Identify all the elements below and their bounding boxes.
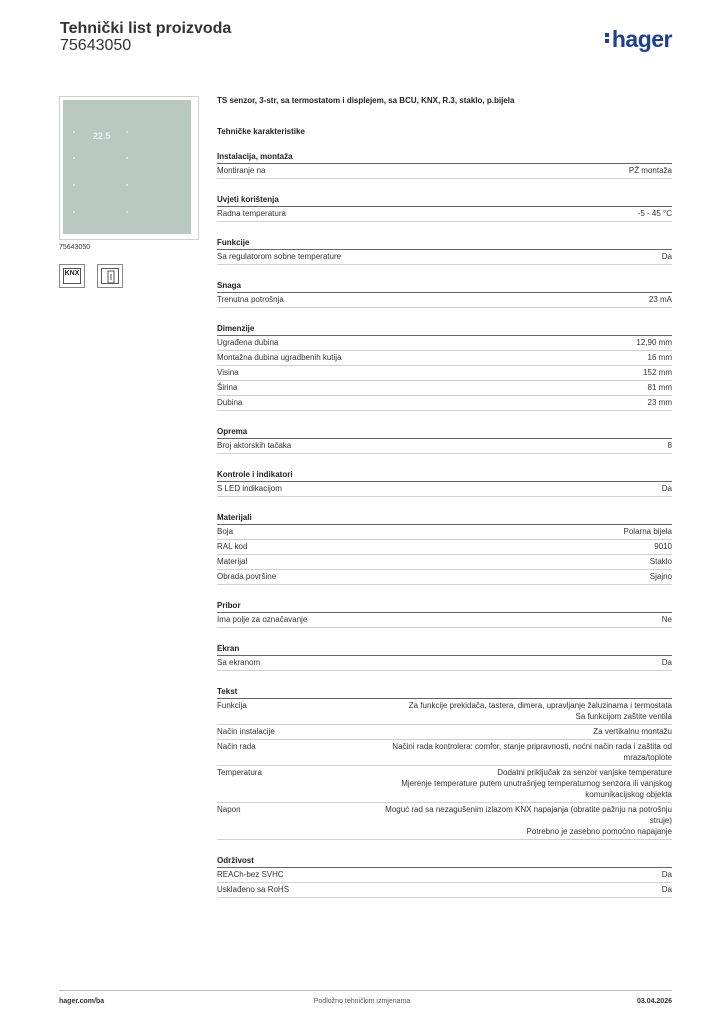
spec-label: Materijal	[217, 557, 248, 566]
spec-row	[217, 525, 672, 540]
spec-value-line: Moguć rad sa nezagušenim izlazom KNX napajanja (obratite pažnju na potrošnju struje)	[385, 805, 672, 825]
spec-value	[372, 804, 672, 837]
spec-row	[217, 656, 672, 671]
spec-label: Montiranje na	[217, 166, 266, 175]
product-image-frame	[59, 96, 199, 240]
spec-section	[217, 152, 672, 179]
spec-value-line: PŽ montaža	[628, 166, 672, 175]
spec-value-line: Dodatni priključak za senzor vanjske temperature	[497, 768, 672, 777]
spec-value-line: 81 mm	[647, 383, 672, 392]
wall-mount-icon	[97, 264, 123, 288]
spec-value	[662, 884, 672, 895]
spec-value-line: Da	[661, 658, 672, 667]
spec-row	[217, 883, 672, 898]
spec-label: Temperatura	[217, 768, 262, 777]
section-title: Instalacija, montaža	[217, 152, 672, 164]
section-title: Materijali	[217, 513, 672, 525]
spec-value-line: Da	[661, 252, 672, 261]
product-description: TS senzor, 3-str, sa termostatom i displejem, sa BCU, KNX, R.3, staklo, p.bijela	[217, 96, 515, 105]
spec-row	[217, 381, 672, 396]
spec-value	[372, 741, 672, 763]
spec-value	[662, 251, 672, 262]
spec-label: Trenutna potrošnja	[217, 295, 284, 304]
product-image	[63, 100, 191, 234]
section-title: Funkcije	[217, 238, 672, 250]
spec-value	[662, 869, 672, 880]
section-title: Kontrole i indikatori	[217, 470, 672, 482]
spec-row	[217, 351, 672, 366]
spec-section	[217, 195, 672, 222]
spec-label: Radna temperatura	[217, 209, 286, 218]
spec-section	[217, 687, 672, 840]
spec-value-line: Da	[661, 885, 672, 894]
spec-value	[643, 367, 672, 378]
spec-row	[217, 613, 672, 628]
spec-heading: Tehničke karakteristike	[217, 127, 305, 136]
spec-row	[217, 482, 672, 497]
spec-row	[217, 366, 672, 381]
spec-section	[217, 281, 672, 308]
spec-row	[217, 250, 672, 265]
spec-label: S LED indikacijom	[217, 484, 282, 493]
button-dot	[73, 184, 75, 186]
spec-value	[372, 767, 672, 800]
spec-value	[648, 397, 672, 408]
spec-row	[217, 439, 672, 454]
spec-label: Usklađeno sa RoHS	[217, 885, 290, 894]
spec-label: Ima polje za označavanje	[217, 615, 308, 624]
button-dot	[126, 184, 128, 186]
spec-value-line: Potrebno je zasebno pomoćno napajanje	[526, 827, 672, 836]
spec-value-line: Sjajno	[649, 572, 672, 581]
button-dot	[73, 131, 75, 133]
spec-value-line: Za funkcije prekidača, tastera, dimera, upravljanje žaluzinama i termostata	[408, 701, 672, 710]
image-caption: 75643050	[59, 244, 91, 251]
spec-label: Visina	[217, 368, 239, 377]
display-readout: 22.5	[93, 131, 111, 141]
spec-label: REACh-bez SVHC	[217, 870, 284, 879]
spec-value	[662, 614, 672, 625]
section-title: Pribor	[217, 601, 672, 613]
spec-row	[217, 803, 672, 840]
section-title: Oprema	[217, 427, 672, 439]
knx-icon: KNX	[59, 264, 85, 288]
spec-value-line: 16 mm	[647, 353, 672, 362]
spec-value	[654, 541, 672, 552]
spec-value-line: 12,90 mm	[636, 338, 672, 347]
spec-row	[217, 766, 672, 803]
spec-value-line: 23 mm	[647, 398, 672, 407]
spec-row	[217, 540, 672, 555]
spec-row	[217, 293, 672, 308]
section-title: Ekran	[217, 644, 672, 656]
spec-label: Širina	[217, 383, 238, 392]
button-dot	[126, 157, 128, 159]
button-dot	[126, 211, 128, 213]
spec-section	[217, 513, 672, 585]
spec-label: Obrada površine	[217, 572, 277, 581]
spec-value	[648, 382, 672, 393]
spec-label: RAL kod	[217, 542, 248, 551]
spec-section	[217, 427, 672, 454]
product-code: 75643050	[60, 37, 132, 54]
spec-label: Boja	[217, 527, 234, 536]
spec-label: Sa regulatorom sobne temperature	[217, 252, 342, 261]
spec-value	[638, 208, 672, 219]
spec-row	[217, 555, 672, 570]
spec-row	[217, 570, 672, 585]
spec-section	[217, 324, 672, 411]
spec-main	[217, 96, 672, 898]
section-title: Snaga	[217, 281, 672, 293]
spec-value	[624, 526, 672, 537]
page-title: Tehnički list proizvoda	[60, 20, 232, 37]
spec-value	[409, 700, 672, 722]
button-dot	[126, 131, 128, 133]
spec-value	[668, 440, 672, 451]
spec-value-line: -5 - 45 °C	[637, 209, 672, 218]
spec-value-line: Sa funkcijom zaštite ventila	[575, 712, 672, 721]
spec-value	[662, 657, 672, 668]
spec-row	[217, 396, 672, 411]
spec-row	[217, 207, 672, 222]
spec-value	[649, 294, 672, 305]
button-dot	[73, 157, 75, 159]
spec-label: Broj aktorskih tačaka	[217, 441, 292, 450]
spec-label: Način instalacije	[217, 727, 275, 736]
hager-logo: hager	[605, 26, 672, 53]
spec-value	[636, 337, 672, 348]
spec-value	[650, 571, 672, 582]
spec-value	[593, 726, 672, 737]
spec-value-line: Ne	[661, 615, 672, 624]
spec-value-line: Mjerenje temperature putem unutrašnjeg temperaturnog senzora ili vanjskog komunikacijskog objekta	[401, 779, 672, 799]
spec-value-line: Staklo	[649, 557, 672, 566]
section-title: Dimenzije	[217, 324, 672, 336]
spec-value	[629, 165, 672, 176]
spec-row	[217, 336, 672, 351]
spec-value-line: 9010	[654, 542, 672, 551]
section-title: Održivost	[217, 856, 672, 868]
spec-label: Napon	[217, 805, 241, 814]
spec-label: Funkcija	[217, 701, 247, 710]
section-title: Uvjeti korištenja	[217, 195, 672, 207]
spec-value-line: 152 mm	[643, 368, 672, 377]
footer-date: 03.04.2026	[636, 998, 672, 1005]
spec-value-line: 23 mA	[648, 295, 672, 304]
spec-row	[217, 725, 672, 740]
footer-divider	[59, 990, 672, 991]
spec-label: Sa ekranom	[217, 658, 261, 667]
spec-label: Montažna dubina ugradbenih kutija	[217, 353, 342, 362]
spec-value	[650, 556, 672, 567]
spec-value-line: 8	[667, 441, 672, 450]
section-title: Tekst	[217, 687, 672, 699]
footer-note: Podložno tehničkim izmjenama	[313, 998, 411, 1005]
spec-row	[217, 164, 672, 179]
spec-section	[217, 238, 672, 265]
spec-label: Način rada	[217, 742, 256, 751]
spec-label: Ugrađena dubina	[217, 338, 279, 347]
button-dot	[73, 211, 75, 213]
spec-section	[217, 856, 672, 898]
spec-row	[217, 740, 672, 766]
footer-website: hager.com/ba	[59, 998, 105, 1005]
logo-dots-icon	[605, 31, 610, 45]
spec-value-line: Da	[661, 870, 672, 879]
spec-sections	[217, 152, 672, 898]
spec-value-line: Za vertikalnu montažu	[593, 727, 672, 736]
spec-value	[662, 483, 672, 494]
spec-section	[217, 601, 672, 628]
spec-row	[217, 868, 672, 883]
spec-value-line: Načini rada kontrolera: comfor, stanje pripravnosti, noćni način rada i zaštita od mraza/toplote	[392, 742, 672, 762]
spec-value	[648, 352, 672, 363]
spec-row	[217, 699, 672, 725]
spec-section	[217, 644, 672, 671]
spec-label: Dubina	[217, 398, 243, 407]
spec-value-line: Da	[661, 484, 672, 493]
spec-section	[217, 470, 672, 497]
spec-value-line: Polarna bijela	[623, 527, 672, 536]
